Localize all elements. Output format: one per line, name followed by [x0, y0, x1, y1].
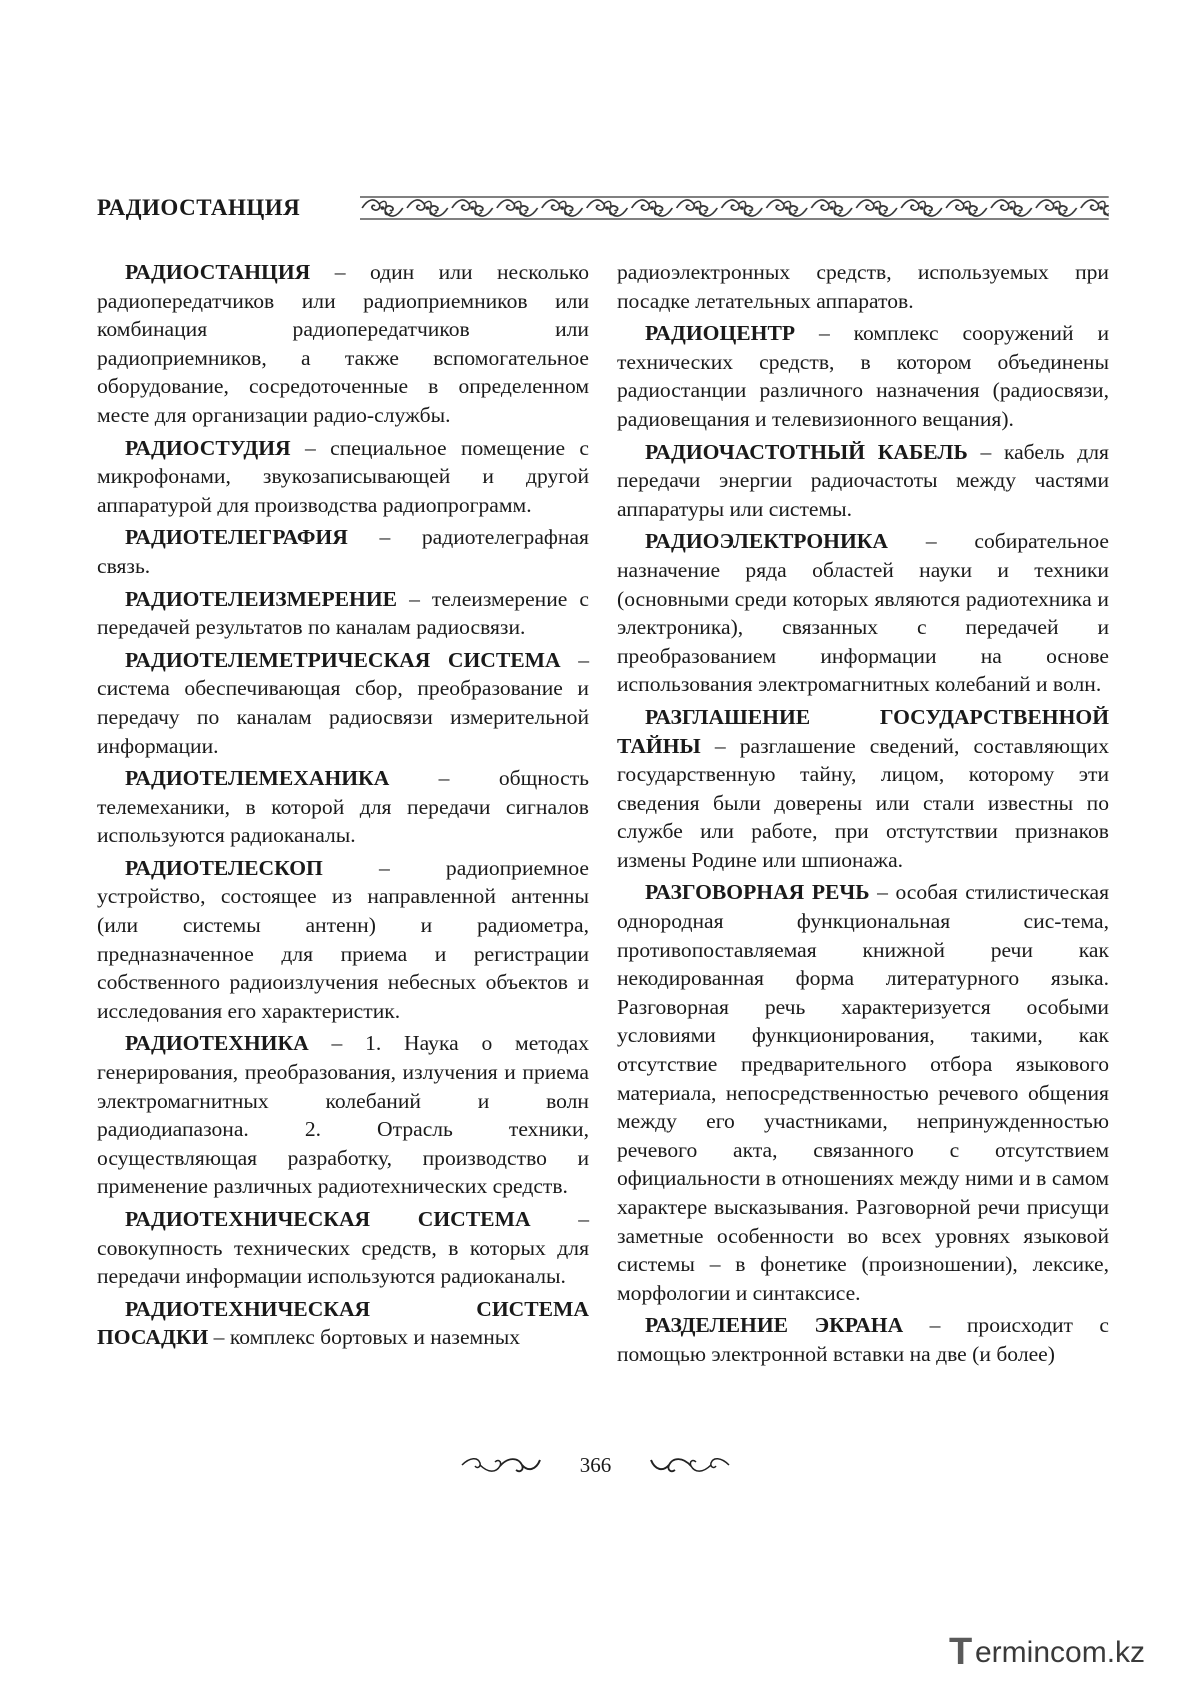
entry-definition: радиоэлектронных средств, используемых при посадке летательных аппаратов.: [617, 260, 1109, 313]
page-header: [97, 188, 1109, 228]
dictionary-entry: [617, 319, 1109, 433]
page-number: 366: [579, 1452, 612, 1477]
dictionary-entry: [97, 1205, 589, 1291]
ornament-scroll-right-icon: [649, 1454, 731, 1476]
entry-term: РАДИОТЕЛЕМЕТРИЧЕСКАЯ СИСТЕМА: [125, 647, 561, 672]
left-column: [97, 258, 589, 1398]
right-column: [617, 258, 1109, 1398]
entry-definition: – радиоприемное устройство, состоящее из направленной антенны (или системы антенн) и радиометра, предназначенное для приема и регистрации собственного радиоизлучения небесных объектов и исследования его характеристик.: [97, 855, 589, 1023]
dictionary-entry: [617, 1311, 1109, 1368]
entry-definition: – общность телемеханики, в которой для передачи сигналов используются радиоканалы.: [97, 766, 589, 848]
entry-definition: – радиотелеграфная связь.: [97, 525, 589, 578]
dictionary-entry: [97, 434, 589, 520]
dictionary-entry: [617, 878, 1109, 1307]
running-head-title: РАДИОСТАНЦИЯ: [97, 195, 301, 220]
dictionary-entry: [97, 854, 589, 1026]
entry-definition: – комплекс сооружений и технических средств, в котором объединены радиостанции различного назначения (радиосвязи, радиовещания и телевизионного вещания).: [617, 321, 1109, 431]
entry-definition: – кабель для передачи энергии радиочастоты между частями аппаратуры или системы.: [617, 439, 1109, 521]
dictionary-entry: [617, 527, 1109, 699]
entry-definition: – телеизмерение с передачей результатов по каналам радиосвязи.: [97, 586, 589, 640]
entry-term: РАДИОТЕХНИЧЕСКАЯ СИСТЕМА: [125, 1207, 531, 1231]
dictionary-entry: [617, 703, 1109, 875]
dictionary-entry: [97, 1029, 589, 1201]
ornament-border-icon: [360, 194, 1109, 222]
entry-term: РАДИОТЕЛЕГРАФИЯ: [125, 525, 348, 550]
dictionary-entry: [97, 523, 589, 580]
entry-definition: – комплекс бортовых и наземных: [208, 1325, 521, 1350]
dictionary-entry: [617, 438, 1109, 524]
entry-term: РАДИОСТАНЦИЯ: [125, 260, 311, 284]
dictionary-entry: [97, 764, 589, 850]
entry-definition: – особая стилистическая однородная функциональная сис-тема, противопоставляемая книжной речи как некодированная форма литературного языка. Разговорная речь характеризуется особыми условиями функционирования, такими, как отсутствие предварительного отбора языкового материала, непосредственностью речевого общения между его участниками, непринужденностью речевого акта, связанного с отсутствием официальности в отношениях между ними и в самом характере высказывания. Разговорной речи присущи заметные особенности во всех уровнях языковой системы – в фонетике (произношении), лексике, морфологии и синтаксисе.: [617, 880, 1109, 1305]
entry-definition: – происходит с помощью электронной вставки на две (и более): [617, 1313, 1110, 1366]
entry-term: РАДИОСТУДИЯ: [125, 435, 291, 460]
two-column-body: [97, 258, 1109, 1398]
entry-term: РАДИОЦЕНТР: [645, 321, 796, 346]
entry-term: РАДИОЧАСТОТНЫЙ КАБЕЛЬ: [645, 439, 968, 464]
entry-definition: – собирательное назначение ряда областей науки и техники (основными среди которых являются радиотехника и электроника), связанных с передачей и преобразованием информации на основе использования электромагнитных колебаний и волн.: [617, 529, 1109, 697]
svg-text:ermincom.kz: ermincom.kz: [975, 1636, 1146, 1669]
entry-term: РАЗГОВОРНАЯ РЕЧЬ: [645, 880, 870, 905]
site-watermark-logo: [943, 1624, 1173, 1674]
entry-definition: – разглашение сведений, составляющих государственную тайну, лицом, которому эти сведения были доверены или стали известны по службе или работе, при отстутствии признаков измены Родине или шпионажа.: [617, 733, 1109, 872]
entry-definition: – 1. Наука о методах генерирования, преобразования, излучения и приема электромагнитных колебаний и волн радиодиапазона. 2. Отрасль техники, осуществляющая разработку, производство и применение различных радиотехнических средств.: [97, 1031, 589, 1199]
ornament-scroll-left-icon: [460, 1454, 542, 1476]
dictionary-entry: [97, 585, 589, 642]
entry-definition: – совокупность технических средств, в которых для передачи информации используются радиоканалы.: [97, 1207, 589, 1289]
dictionary-entry: [97, 258, 589, 430]
entry-definition: – специальное помещение с микрофонами, звукозаписывающей и другой аппаратурой для производства радиопрограмм.: [97, 435, 589, 517]
svg-text:T: T: [949, 1631, 973, 1673]
dictionary-entry: [617, 258, 1109, 315]
dictionary-entry: [97, 1295, 589, 1352]
page-footer: [0, 1450, 1191, 1480]
entry-term: РАДИОТЕЛЕМЕХАНИКА: [125, 766, 390, 791]
entry-definition: – система обеспечивающая сбор, преобразование и передачу по каналам радиосвязи измерительной информации.: [97, 647, 589, 758]
entry-term: РАДИОТЕЛЕИЗМЕРЕНИЕ: [125, 586, 398, 611]
entry-definition: – один или несколько радиопередатчиков или радиоприемников или комбинация радиопередатчиков или радиоприемников, а также вспомогательное оборудование, сосредоточенные в определенном месте для организации радио-службы.: [97, 260, 589, 427]
entry-term: РАДИОТЕХНИКА: [125, 1031, 309, 1056]
entry-term: РАДИОТЕЛЕСКОП: [125, 855, 323, 880]
entry-term: РАЗГЛАШЕНИЕ ГОСУДАРСТВЕННОЙ ТАЙНЫ: [617, 704, 1109, 758]
entry-term: РАЗДЕЛЕНИЕ ЭКРАНА: [645, 1313, 904, 1338]
entry-term: РАДИОТЕХНИЧЕСКАЯ СИСТЕМА ПОСАДКИ: [97, 1296, 589, 1350]
entry-term: РАДИОЭЛЕКТРОНИКА: [645, 529, 889, 554]
dictionary-entry: [97, 646, 589, 760]
